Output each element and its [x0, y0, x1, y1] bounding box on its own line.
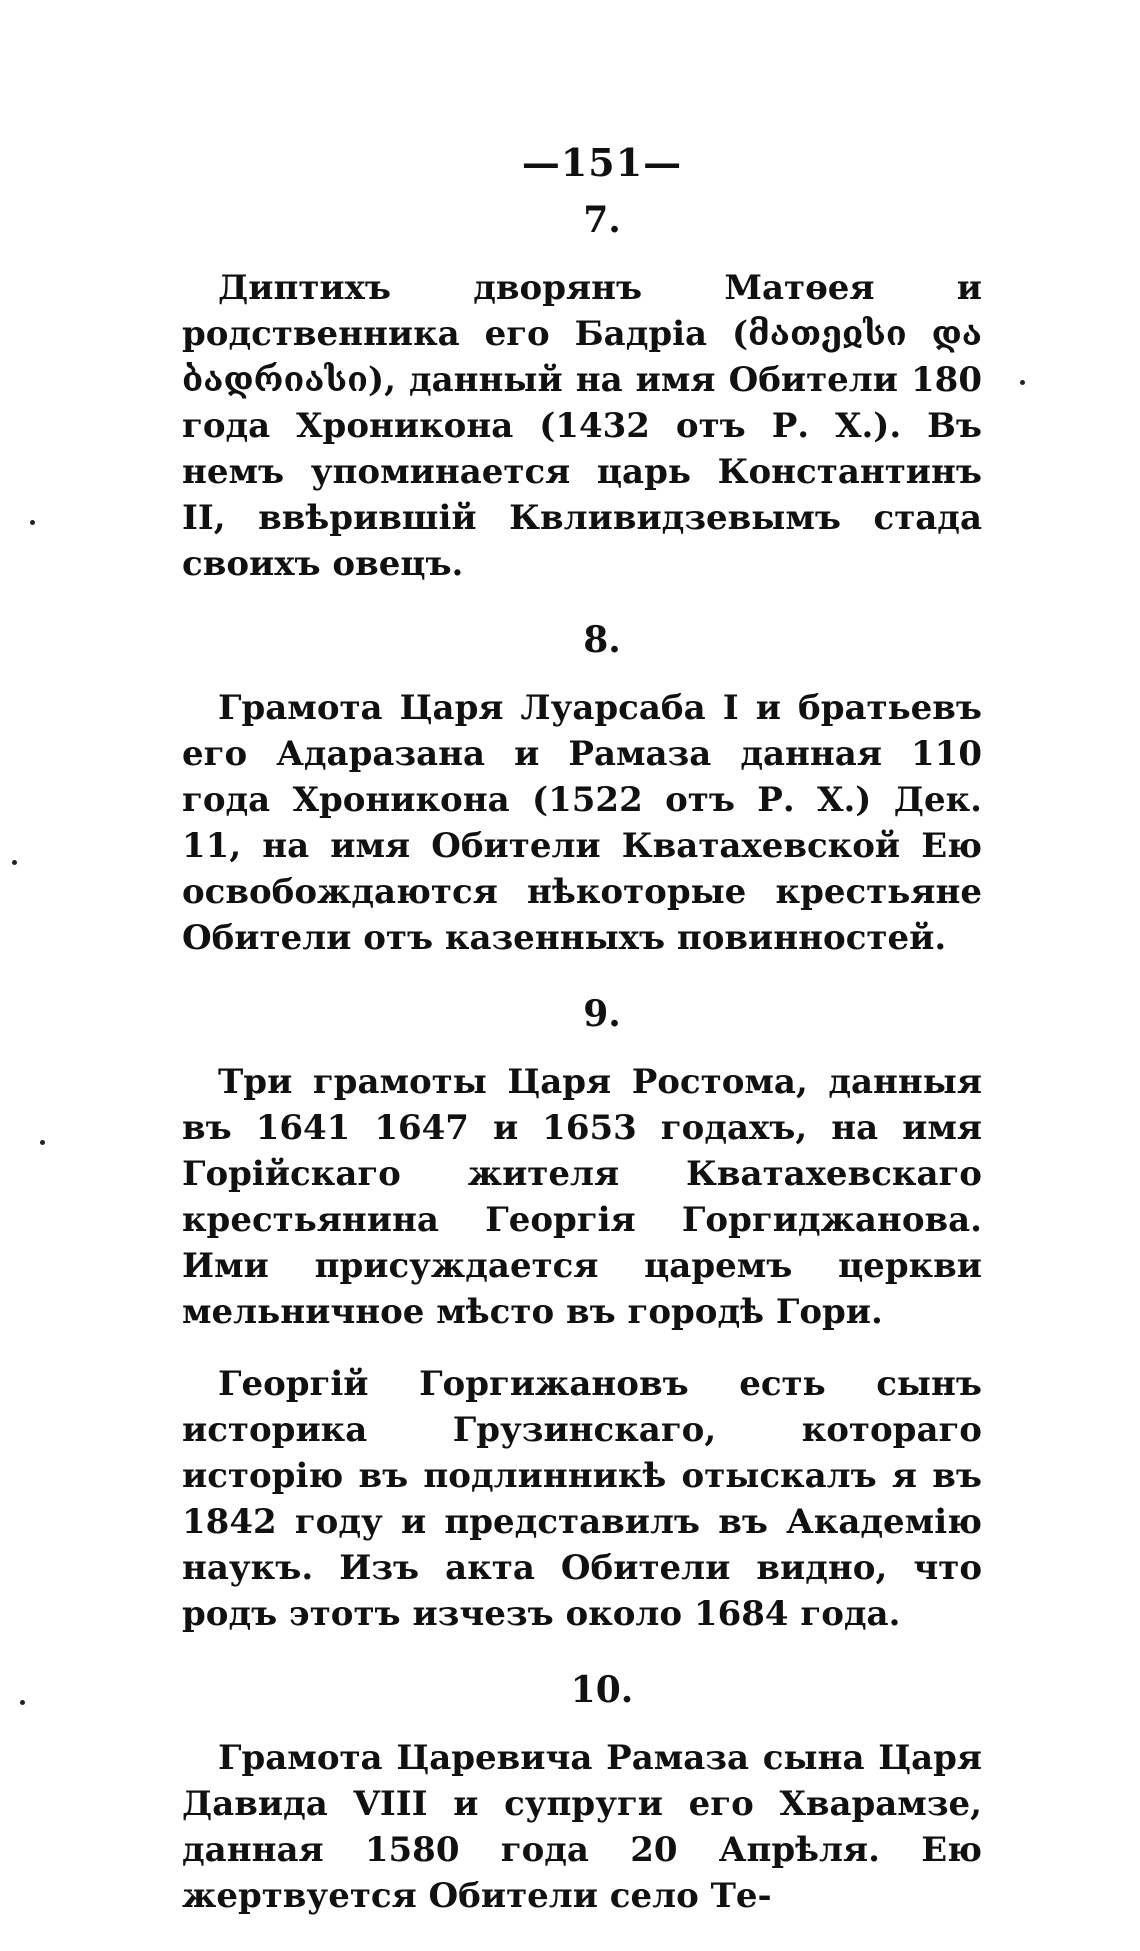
section-paragraph: Диптихъ дворянъ Матөея и родственника его Бадріа (მათეჲსი და ბადრიასი), данный на имя Обители 180 года Хроникона (1432 отъ Р. Х.). Въ немъ упоминается царь Константинъ II, ввѣрившій Квливидзевымъ стада своихъ овецъ.: [182, 268, 982, 584]
print-speck: [20, 1700, 25, 1705]
section-number: 7.: [583, 199, 621, 241]
print-speck: [12, 860, 17, 865]
section-number: 8.: [583, 619, 621, 661]
section-number: 10.: [570, 1669, 634, 1711]
section-paragraph: Грамота Царя Луарсаба I и братьевъ его Адаразана и Рамаза данная 110 года Хроникона (1522 отъ Р. Х.) Дек. 11, на имя Обители Кватахевской Ею освобождаются нѣкоторые крестьяне Обители отъ казенныхъ повинностей.: [182, 688, 982, 958]
page-number: —151—: [521, 140, 683, 185]
print-speck: [40, 1140, 45, 1145]
section-paragraph: Грамота Царевича Рамаза сына Царя Давида VIII и супруги его Хварамзе, данная 1580 года 20 Апрѣля. Ею жертвуется Обители село Те-: [182, 1738, 982, 1916]
print-speck: [30, 520, 35, 525]
section-paragraph: Георгій Горгижановъ есть сынъ историка Грузинскаго, котораго исторію въ подлинникѣ отыскалъ я въ 1842 году и представилъ въ Академію наукъ. Изъ акта Обители видно, что родъ этотъ изчезъ около 1684 года.: [182, 1364, 982, 1634]
print-speck: [1020, 380, 1025, 385]
section-number: 9.: [583, 993, 621, 1035]
text-column: [182, 140, 982, 1951]
section-paragraph: Три грамоты Царя Ростома, данныя въ 1641 1647 и 1653 годахъ, на имя Горійскаго жителя Кватахевскаго крестьянина Георгія Горгиджанова. Ими присуждается царемъ церкви мельничное мѣсто въ городѣ Гори.: [182, 1062, 982, 1332]
